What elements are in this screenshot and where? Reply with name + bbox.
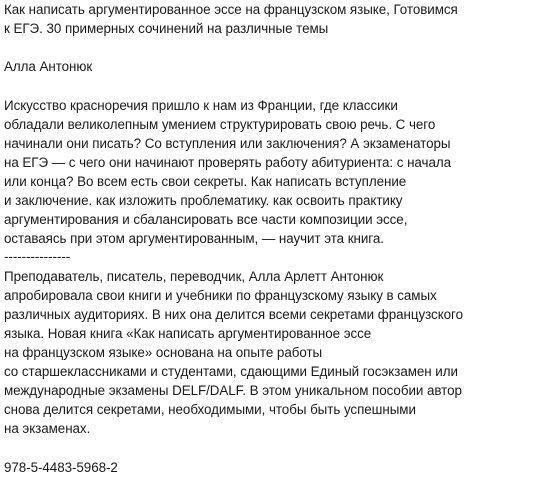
about-line-4: языка. Новая книга «Как написать аргументированное эссе bbox=[4, 326, 372, 341]
section-separator: --------------- bbox=[4, 249, 71, 264]
about-line-5: на французском языке» основана на опыте работы bbox=[4, 345, 323, 360]
about-line-6: со старшеклассниками и студентами, сдающими Единый госэкзамен или bbox=[4, 364, 458, 379]
about-line-9: на экзаменах. bbox=[4, 421, 91, 436]
about-line-8: снова делится секретами, необходимыми, чтобы быть успешными bbox=[4, 402, 416, 417]
description-line-2: обладали великолепным умением структурировать свою речь. С чего bbox=[4, 117, 436, 132]
about-line-2: апробировала свои книги и учебники по французскому языку в самых bbox=[4, 288, 437, 303]
description-line-8: оставаясь при этом аргументированным, — научит эта книга. bbox=[4, 231, 384, 246]
description-line-7: аргументирования и сбалансировать все части композиции эссе, bbox=[4, 212, 408, 227]
description-line-4: на ЕГЭ — с чего они начинают проверять работу абитуриента: с начала bbox=[4, 155, 452, 170]
author-name: Алла Антонюк bbox=[4, 59, 93, 74]
about-line-3: различных аудиториях. В них она делится всеми секретами французского bbox=[4, 307, 463, 322]
description-line-5: или конца? Во всем есть свои секреты. Как написать вступление bbox=[4, 174, 407, 189]
description-line-6: и заключение. как изложить проблематику. как освоить практику bbox=[4, 193, 403, 208]
description-line-3: начинали они писать? Со вступления или заключения? А экзаменаторы bbox=[4, 136, 451, 151]
description-line-1: Искусство красноречия пришло к нам из Франции, где классики bbox=[4, 98, 398, 113]
about-line-1: Преподаватель, писатель, переводчик, Алла Арлетт Антонюк bbox=[4, 269, 384, 284]
title-line-1: Как написать аргументированное эссе на французском языке, Готовимся bbox=[4, 2, 458, 17]
about-line-7: международные экзамены DELF/DALF. В этом уникальном пособии автор bbox=[4, 383, 462, 398]
title-line-2: к ЕГЭ. 30 примерных сочинений на различные темы bbox=[4, 21, 329, 36]
isbn: 978-5-4483-5968-2 bbox=[4, 460, 118, 475]
